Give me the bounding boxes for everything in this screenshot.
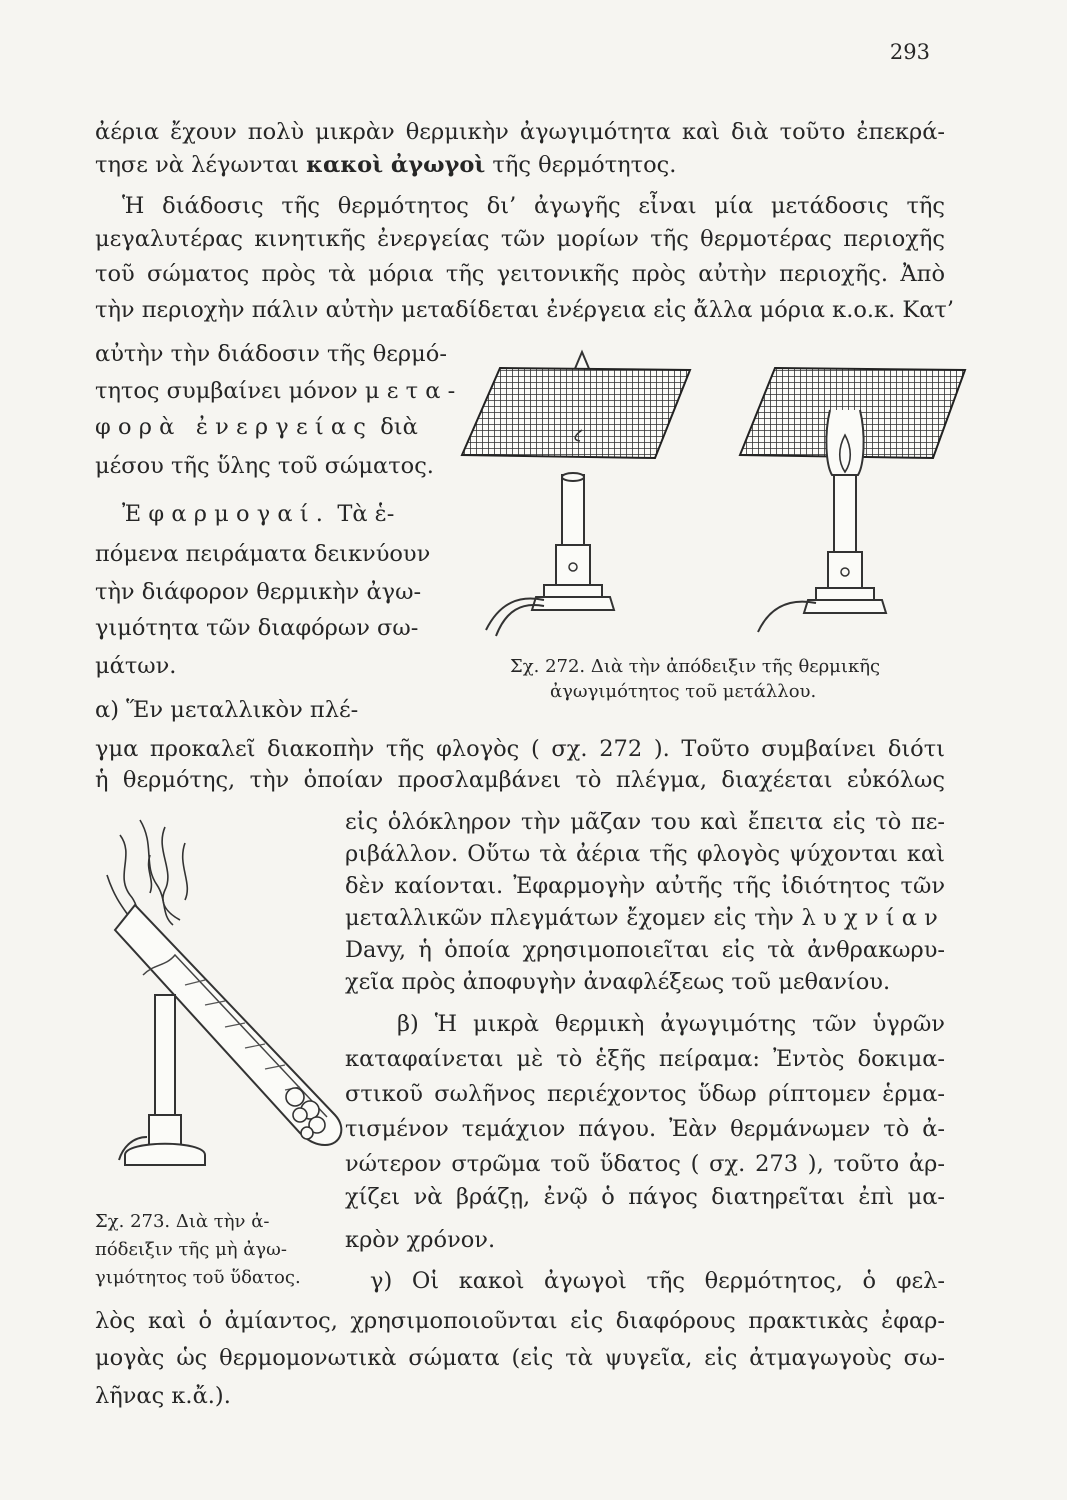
text-line: τοῦ σώματος πρὸς τὰ μόρια τῆς γειτονικῆς πρὸς αὐτὴν περιοχῆς. Ἀπὸ <box>95 261 945 287</box>
text-line: τὴν διάφορον θερμικὴν ἀγω- <box>95 579 422 605</box>
text-line: γμα προκαλεῖ διακοπὴν τῆς φλογὸς ( σχ. 272 ). Τοῦτο συμβαίνει διότι <box>95 736 945 762</box>
flame-below-mesh-icon <box>826 410 863 475</box>
spaced-term: φορὰ ἐνεργείας <box>95 414 374 440</box>
bunsen-burner-left-icon <box>486 473 614 636</box>
text-span: τῆς θερμότητος. <box>492 152 677 178</box>
spaced-heading: Ἐφαρμογαί. <box>122 501 331 527</box>
text-line: α) Ἕν μεταλλικὸν πλέ- <box>95 697 359 723</box>
metal-mesh-left <box>462 368 690 458</box>
page-number: 293 <box>889 40 930 64</box>
bunsen-burner-right-icon <box>758 475 886 632</box>
text-line: ριβάλλον. Οὕτω τὰ ἀέρια τῆς φλογὸς ψύχονται καὶ <box>345 841 945 867</box>
text-span: Τὰ ἑ- <box>337 501 395 527</box>
bold-term: κακοὶ ἀγωγοὶ <box>306 152 486 178</box>
text-line <box>95 413 418 441</box>
text-line: ἀέρια ἔχουν πολὺ μικρὰν θερμικὴν ἀγωγιμότητα καὶ διὰ τοῦτο ἐπεκρά- <box>95 119 945 145</box>
text-span: διὰ <box>380 414 418 440</box>
text-line: κρὸν χρόνον. <box>345 1227 496 1253</box>
text-line: πόμενα πειράματα δεικνύουν <box>95 541 431 567</box>
figure-272-caption: ἀγωγιμότητος τοῦ μετάλλου. <box>550 681 817 702</box>
text-span: μεταλλικῶν πλεγμάτων ἔχομεν εἰς τὴν <box>345 905 794 931</box>
figure-273-caption: γιμότητος τοῦ ὕδατος. <box>95 1267 301 1288</box>
figure-273 <box>95 815 355 1205</box>
text-line: ἡ θερμότης, τὴν ὁποίαν προσλαμβάνει τὸ πλέγμα, διαχέεται εὐκόλως <box>95 767 945 793</box>
text-line: τὴν περιοχὴν πάλιν αὐτὴν μεταδίδεται ἐνέργεια εἰς ἄλλα μόρια κ.ο.κ. Κατ’ <box>95 297 955 323</box>
figure-272 <box>440 340 960 640</box>
text-line: γιμότητα τῶν διαφόρων σω- <box>95 615 419 641</box>
text-line <box>122 500 394 528</box>
figure-272-caption: Σχ. 272. Διὰ τὴν ἀπόδειξιν τῆς θερμικῆς <box>510 656 881 677</box>
text-line: δὲν καίονται. Ἐφαρμογὴν αὐτῆς τῆς ἰδιότητος τῶν <box>345 873 945 899</box>
text-line: χεῖα πρὸς ἀποφυγὴν ἀναφλέξεως τοῦ μεθανίου. <box>345 969 891 995</box>
text-line: χίζει νὰ βράζῃ, ἐνῷ ὁ πάγος διατηρεῖται ἐπὶ μα- <box>345 1184 945 1210</box>
figure-273-caption: πόδειξιν τῆς μὴ ἀγω- <box>95 1239 287 1260</box>
text-line: β) Ἡ μικρὰ θερμικὴ ἀγωγιμότης τῶν ὑγρῶν <box>397 1011 945 1037</box>
text-line: τισμένον τεμάχιον πάγου. Ἐὰν θερμάνωμεν τὸ ἀ- <box>345 1116 945 1142</box>
text-line <box>95 377 462 405</box>
text-line <box>95 151 676 179</box>
text-line: μεγαλυτέρας κινητικῆς ἐνεργείας τῶν μορίων τῆς θερμοτέρας περιοχῆς <box>95 226 945 252</box>
text-line: αὐτὴν τὴν διάδοσιν τῆς θερμό- <box>95 341 447 367</box>
text-line <box>345 904 945 932</box>
test-tube-icon <box>115 905 341 1145</box>
spaced-term: λυχνίαν <box>801 905 945 931</box>
text-line: γ) Οἱ κακοὶ ἀγωγοὶ τῆς θερμότητος, ὁ φελ- <box>370 1268 945 1294</box>
text-line: μάτων. <box>95 653 177 679</box>
text-line: νώτερον στρῶμα τοῦ ὕδατος ( σχ. 273 ), τοῦτο ἀρ- <box>345 1151 945 1177</box>
text-span: τησε νὰ λέγωνται <box>95 152 299 178</box>
text-line: μογὰς ὡς θερμομονωτικὰ σώματα (εἰς τὰ ψυγεῖα, εἰς ἀτμαγωγοὺς σω- <box>95 1345 945 1371</box>
text-line: λὸς καὶ ὁ ἀμίαντος, χρησιμοποιοῦνται εἰς διαφόρους πρακτικὰς ἐφαρ- <box>95 1308 945 1334</box>
text-line: λῆνας κ.ἄ.). <box>95 1383 231 1409</box>
text-line: Ἡ διάδοσις τῆς θερμότητος δι’ ἀγωγῆς εἶναι μία μετάδοσις τῆς <box>122 193 945 219</box>
text-line: εἰς ὁλόκληρον τὴν μᾶζαν του καὶ ἔπειτα εἰς τὸ πε- <box>345 809 945 835</box>
text-line: στικοῦ σωλῆνος περιέχοντος ὕδωρ ρίπτομεν ἑρμα- <box>345 1081 945 1107</box>
text-line: μέσου τῆς ὕλης τοῦ σώματος. <box>95 453 434 479</box>
text-line: καταφαίνεται μὲ τὸ ἑξῆς πείραμα: Ἐντὸς δοκιμα- <box>345 1046 945 1072</box>
bunsen-burner-icon <box>119 995 205 1165</box>
spaced-term: μετα- <box>364 378 463 404</box>
text-span: τητος συμβαίνει μόνον <box>95 378 358 404</box>
text-line: Davy, ἡ ὁποία χρησιμοποιεῖται εἰς τὰ ἀνθρακωρυ- <box>345 937 945 963</box>
figure-273-caption: Σχ. 273. Διὰ τὴν ἀ- <box>95 1211 270 1232</box>
